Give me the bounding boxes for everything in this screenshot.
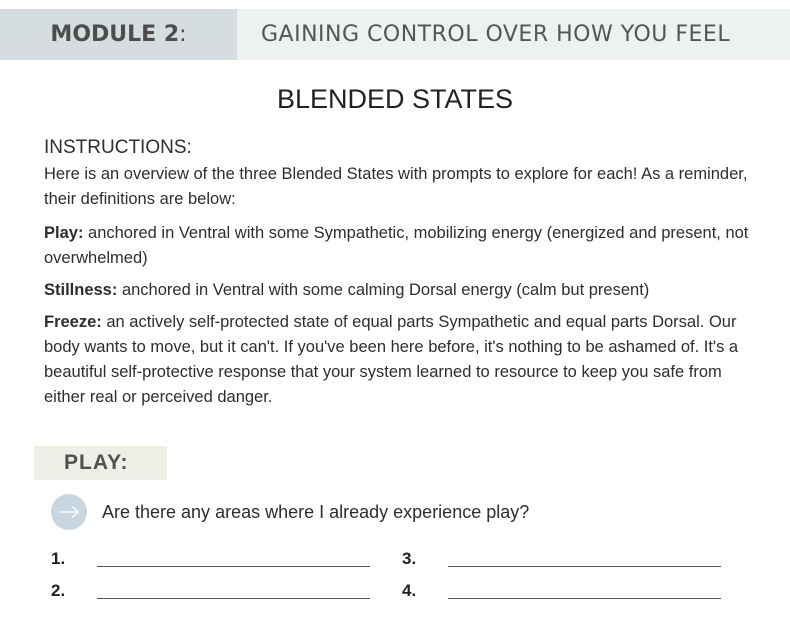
answer-line-1[interactable] — [51, 549, 370, 569]
definition-play — [44, 221, 754, 271]
definition-term: Stillness: — [44, 281, 118, 299]
definition-freeze — [44, 310, 754, 410]
answer-blank[interactable] — [97, 584, 370, 599]
answer-line-2[interactable] — [51, 581, 370, 601]
module-header — [0, 9, 790, 60]
answer-number: 1. — [51, 549, 66, 568]
play-prompt — [51, 494, 529, 530]
answer-line-3[interactable] — [402, 549, 721, 569]
module-label-colon: : — [179, 22, 187, 47]
instructions-heading: INSTRUCTIONS: — [44, 137, 192, 158]
arrow-right-icon — [51, 494, 87, 530]
answer-number: 4. — [402, 581, 417, 600]
play-section-heading: PLAY: — [34, 446, 167, 480]
module-label: MODULE 2 — [50, 22, 180, 47]
answer-blank[interactable] — [448, 552, 721, 567]
instructions-section — [44, 136, 754, 417]
instructions-intro: Here is an overview of the three Blended States with prompts to explore for each! As a reminder, their definitions are below: — [44, 165, 748, 208]
answer-number: 3. — [402, 549, 417, 568]
definition-term: Play: — [44, 224, 84, 242]
definition-term: Freeze: — [44, 313, 102, 331]
module-title: GAINING CONTROL OVER HOW YOU FEEL — [237, 9, 790, 60]
answer-blank[interactable] — [448, 584, 721, 599]
definition-stillness — [44, 278, 754, 303]
answer-number: 2. — [51, 581, 66, 600]
prompt-text: Are there any areas where I already experience play? — [102, 501, 530, 522]
answer-blank[interactable] — [97, 552, 370, 567]
definition-text: an actively self-protected state of equal parts Sympathetic and equal parts Dorsal. Our body wants to move, but it can't. If you've been here before, it's nothing to be ashamed of. It's a beautiful self-protective response that your system learned to resource to keep you safe from either real or perceived danger. — [44, 313, 739, 406]
definition-text: anchored in Ventral with some Sympathetic, mobilizing energy (energized and present, not overwhelmed) — [44, 224, 749, 267]
definition-text: anchored in Ventral with some calming Dorsal energy (calm but present) — [117, 281, 650, 299]
answer-line-4[interactable] — [402, 581, 721, 601]
module-label-box — [0, 9, 237, 60]
page-title: BLENDED STATES — [276, 84, 514, 114]
